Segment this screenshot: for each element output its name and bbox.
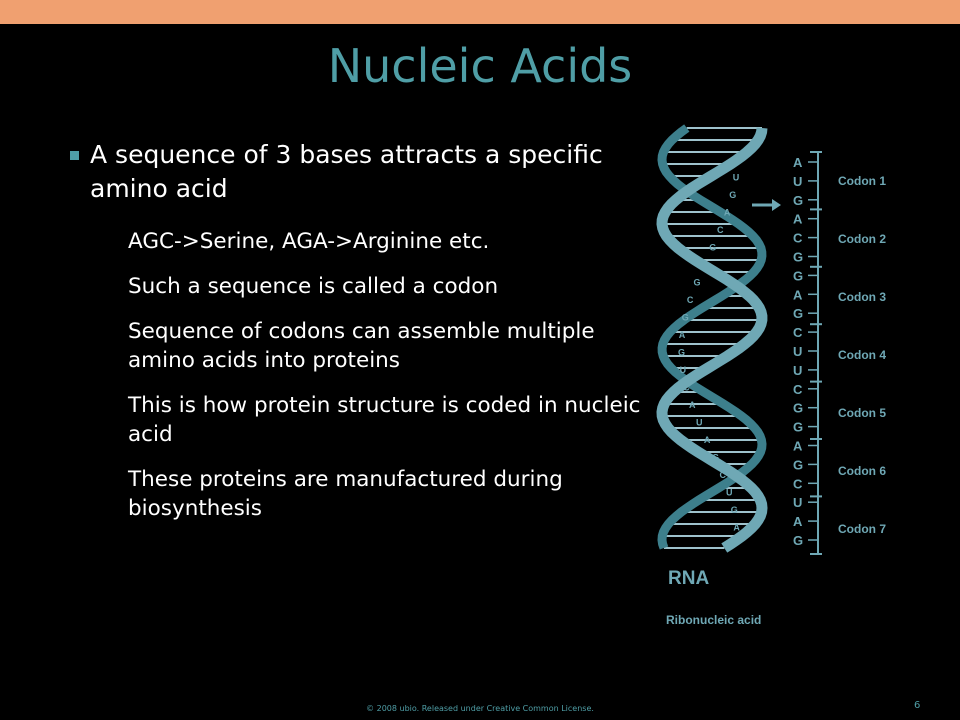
helix-base-letter: U [679,365,687,375]
main-bullet-text: A sequence of 3 bases attracts a specific amino acid [90,140,603,203]
helix-strands [662,128,762,548]
rna-label: RNA [668,568,710,589]
rna-base-letter: U [793,173,803,189]
helix-base-letter: C [686,295,694,305]
main-bullet [66,138,666,206]
codon-label: Codon 2 [838,232,886,246]
rna-base-letter: G [793,249,804,265]
sub-item: These proteins are manufactured during biosynthesis [128,467,563,521]
arrow-icon [752,199,781,211]
helix-base-letter: U [696,417,703,428]
rna-base-letter: G [793,457,804,473]
footer-license: © 2008 ubio. Released under Creative Common License. [366,704,594,713]
helix-base-letter: C [719,470,726,480]
helix-base-letter: U [726,487,733,498]
sub-item: Sequence of codons can assemble multiple amino acids into proteins [128,319,595,373]
helix-base-letter: G [709,242,717,253]
sub-item: This is how protein structure is coded in nucleic acid [128,393,641,447]
helix-base-letter: G [681,312,689,323]
codon-label: Codon 7 [838,522,886,536]
rna-base-letter: G [793,306,804,322]
helix-base-letter: A [734,155,741,165]
helix-base-letter: A [689,400,696,410]
helix-base-letter: A [703,435,711,445]
helix-base-letter: G [729,190,737,200]
ribonucleic-label: Ribonucleic acid [666,613,762,627]
rna-base-letter: C [793,230,803,246]
helix-base-letter: G [678,347,686,358]
helix-base-letter: A [678,330,686,340]
rna-base-letter: U [793,362,803,378]
rna-base-letter: U [793,495,803,511]
rna-base-letter: A [793,438,803,454]
rna-diagram [650,122,955,642]
square-bullet-icon [70,151,79,160]
rna-base-letter: C [793,325,803,341]
rna-base-letter: G [793,419,804,435]
rna-base-letter: G [793,533,804,548]
codon-label: Codon 4 [838,348,886,362]
rna-base-letter: U [793,344,803,359]
codon-label: Codon 3 [838,290,886,304]
helix-base-letter: U [732,172,740,183]
slide-content [66,138,666,523]
page-number: 6 [914,700,921,711]
codon-label: Codon 6 [838,464,886,478]
codon-label: Codon 1 [838,174,886,188]
rna-base-letter: C [793,381,803,397]
rna-base-letter: C [793,476,803,492]
helix-base-letter: C [717,225,724,235]
helix-base-letter: A [701,260,708,270]
codon-label: Codon 5 [838,406,886,420]
helix-base-letter: C [683,382,690,393]
helix-base-letter: A [733,522,740,533]
helix-base-letter: G [712,452,720,463]
rna-base-letter: G [793,400,804,416]
helix-base-letter: A [723,207,731,218]
sub-item: AGC->Serine, AGA->Arginine etc. [128,229,490,254]
rna-sequence [793,152,818,554]
rna-base-letter: A [793,514,803,530]
helix-base-letter: G [693,277,701,288]
rna-base-letter: G [793,268,804,284]
helix-front-strand [662,128,762,548]
helix-base-letter: G [730,505,738,515]
slide-title: Nucleic Acids [327,39,633,93]
sub-item: Such a sequence is called a codon [128,274,499,299]
rna-base-letter: G [793,192,804,208]
codon-labels [810,152,886,554]
rna-base-letter: A [793,155,803,170]
rna-base-letter: A [793,287,803,303]
top-accent-bar [0,0,960,24]
rna-base-letter: A [793,211,803,227]
